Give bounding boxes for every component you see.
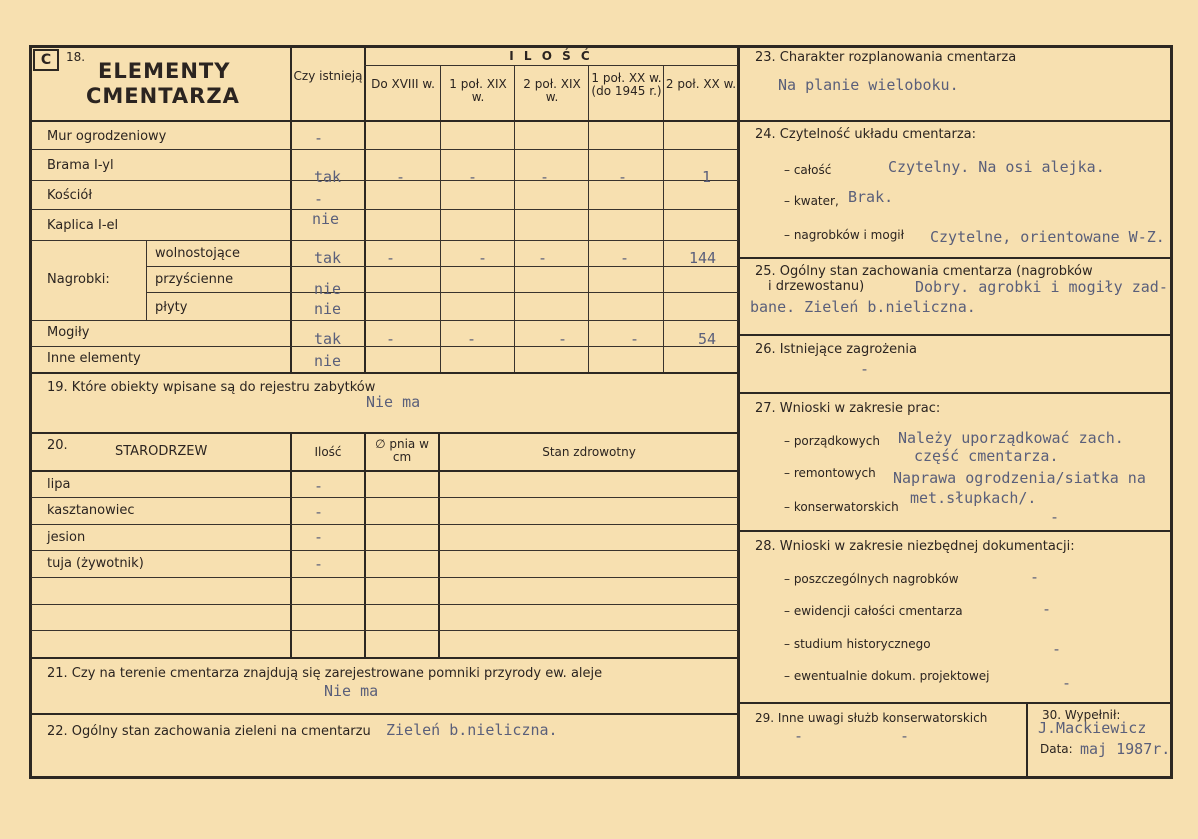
- section27-porz-value1: Należy uporządkować zach.: [898, 429, 1124, 447]
- section28-item3-value: -: [1052, 640, 1062, 658]
- section-line: [31, 657, 738, 659]
- row-line: [146, 292, 738, 293]
- section-line: [739, 702, 1171, 704]
- section30-divider: [1026, 702, 1028, 777]
- section23-label: 23. Charakter rozplanowania cmentarza: [755, 50, 1017, 65]
- section29-dash1: -: [794, 727, 804, 745]
- col-header-p3: 2 poł. XIX w.: [523, 77, 581, 104]
- col-divider-p2: [440, 65, 441, 372]
- tree-label-kasztanowiec: kasztanowiec: [47, 503, 135, 518]
- wolno-p4: -: [620, 249, 630, 267]
- s20-col-ilosc: [290, 432, 292, 657]
- col-divider-p4: [588, 65, 589, 372]
- tree-label-lipa: lipa: [47, 477, 71, 492]
- col-divider-nagrobki: [146, 241, 147, 320]
- section28-item3-label: – studium historycznego: [784, 637, 931, 651]
- section25-label2: i drzewostanu): [768, 279, 865, 294]
- section20-number: 20.: [47, 438, 68, 453]
- section24-nagrobkow-value: Czytelne, orientowane W-Z.: [930, 228, 1165, 246]
- row-label-brama: Brama I-yl: [47, 158, 114, 173]
- section30-date-value: maj 1987r.: [1080, 740, 1171, 758]
- row-label-kaplica: Kaplica I-el: [47, 218, 119, 233]
- section20-title: STARODRZEW: [115, 444, 208, 459]
- col-divider-p3: [514, 65, 515, 372]
- s20-row-line: [31, 577, 738, 578]
- brama-p1: -: [396, 168, 406, 186]
- section28-item4-value: -: [1062, 674, 1072, 692]
- exists-inne: nie: [314, 352, 342, 370]
- section24-label: 24. Czytelność układu cmentarza:: [755, 127, 977, 142]
- tree-value-kasztanowiec: -: [314, 503, 324, 521]
- brama-p4: -: [618, 168, 628, 186]
- s20-row-line: [31, 550, 738, 551]
- section27-label: 27. Wnioski w zakresie prac:: [755, 401, 941, 416]
- section28-item2-value: -: [1042, 600, 1052, 618]
- col-divider-p5: [663, 65, 664, 372]
- s20-row-line: [31, 604, 738, 605]
- wolno-p1: -: [386, 249, 396, 267]
- section-line: [31, 372, 738, 374]
- section26-value: -: [860, 360, 870, 378]
- section24-calosc-value: Czytelny. Na osi alejka.: [888, 158, 1105, 176]
- section28-item2-label: – ewidencji całości cmentarza: [784, 604, 963, 618]
- row-line: [31, 209, 738, 210]
- exists-przysc: nie: [314, 280, 342, 298]
- section30-name: J.Mackiewicz: [1038, 719, 1147, 737]
- section27-porz-label: – porządkowych: [784, 434, 880, 448]
- section-line: [739, 392, 1171, 394]
- col-header-ilosc: I L O Ś Ć: [509, 49, 593, 63]
- s20-col-header-stan: Stan zdrowotny: [542, 445, 636, 459]
- row-label-inne: Inne elementy: [47, 351, 141, 366]
- section25-value1: Dobry. agrobki i mogiły zad-: [915, 278, 1168, 296]
- row-label-mur: Mur ogrodzeniowy: [47, 129, 167, 144]
- section21-label: 21. Czy na terenie cmentarza znajdują się zarejestrowane pomniki przyrody ew. aleje: [47, 666, 603, 681]
- brama-p2: -: [468, 168, 478, 186]
- section24-kwater-label: – kwater,: [784, 194, 839, 208]
- section18-title: [86, 59, 240, 109]
- brama-p3: -: [540, 168, 550, 186]
- col-header-p1: Do XVIII w.: [371, 77, 435, 91]
- wolno-p3: -: [538, 249, 548, 267]
- section22-label: 22. Ogólny stan zachowania zieleni na cmentarzu: [47, 724, 371, 739]
- section-line: [739, 257, 1171, 259]
- section-line: [739, 120, 1171, 122]
- exists-brama: tak: [314, 168, 342, 186]
- section-line: [739, 530, 1171, 532]
- section28-item1-value: -: [1030, 568, 1040, 586]
- exists-kaplica: nie: [312, 210, 340, 228]
- row-label-plyty: płyty: [155, 300, 188, 315]
- section21-value: Nie ma: [324, 682, 379, 700]
- s20-col-header-ilosc: Ilość: [314, 445, 342, 459]
- section-line: [739, 334, 1171, 336]
- section29-dash2: -: [900, 727, 910, 745]
- section-line: [31, 432, 738, 434]
- section27-kons-dash: -: [1050, 508, 1060, 526]
- s20-row-line: [31, 524, 738, 525]
- col-header-exists: Czy istnieją: [293, 69, 363, 83]
- mogily-p4: -: [630, 330, 640, 348]
- section30-label: 30. Wypełnił:: [1042, 708, 1121, 722]
- section19-value: Nie ma: [366, 393, 421, 411]
- col-header-p2: 1 poł. XIX w.: [449, 77, 507, 104]
- section29-label: 29. Inne uwagi służb konserwatorskich: [755, 711, 988, 725]
- s20-col-phi: [364, 432, 366, 657]
- section24-calosc-label: – całość: [784, 163, 832, 177]
- section25-label1: 25. Ogólny stan zachowania cmentarza (nagrobków: [755, 264, 1093, 279]
- s20-header-line: [31, 470, 738, 472]
- section28-label: 28. Wnioski w zakresie niezbędnej dokumentacji:: [755, 539, 1075, 554]
- s20-row-line: [31, 630, 738, 631]
- row-label-przysc: przyścienne: [155, 272, 234, 287]
- section27-kons-value: met.słupkach/.: [910, 489, 1037, 507]
- section22-value: Zieleń b.nieliczna.: [386, 721, 558, 739]
- exists-kosciol: -: [314, 190, 324, 208]
- tree-label-jesion: jesion: [47, 530, 86, 545]
- tree-value-lipa: -: [314, 477, 324, 495]
- mogily-p2: -: [467, 330, 477, 348]
- section27-rem-value: Naprawa ogrodzenia/siatka na: [893, 469, 1146, 487]
- tree-value-tuja: -: [314, 555, 324, 573]
- tree-label-tuja: tuja (żywotnik): [47, 556, 144, 571]
- exists-mur: -: [314, 129, 324, 147]
- title-line1: ELEMENTY: [98, 59, 231, 83]
- section23-value: Na planie wieloboku.: [778, 76, 959, 94]
- section28-item1-label: – poszczególnych nagrobków: [784, 572, 959, 586]
- section19-label: 19. Które obiekty wpisane są do rejestru zabytków: [47, 380, 376, 395]
- row-label-nagrobki: Nagrobki:: [47, 272, 110, 287]
- section27-rem-label: – remontowych: [784, 466, 876, 480]
- wolno-p5: 144: [689, 249, 717, 267]
- mogily-p5: 54: [698, 330, 717, 348]
- header-bottom-line: [31, 120, 738, 122]
- col-header-p4: 1 poł. XX w. (do 1945 r.): [591, 71, 662, 98]
- mogily-p1: -: [386, 330, 396, 348]
- section24-nagrobkow-label: – nagrobków i mogił: [784, 228, 905, 242]
- section26-label: 26. Istniejące zagrożenia: [755, 342, 917, 357]
- title-line2: CMENTARZA: [86, 84, 240, 108]
- s20-col-stan: [438, 432, 440, 657]
- section18-number: 18.: [66, 50, 86, 64]
- corner-letter-box: C: [33, 49, 59, 71]
- wolno-p2: -: [478, 249, 488, 267]
- section30-date-label: Data:: [1040, 742, 1073, 756]
- ilosc-underline: [364, 65, 738, 66]
- section27-kons-label: – konserwatorskich: [784, 500, 899, 514]
- exists-wolno: tak: [314, 249, 342, 267]
- section24-kwater-value: Brak.: [848, 188, 894, 206]
- row-label-mogily: Mogiły: [47, 325, 90, 340]
- section28-item4-label: – ewentualnie dokum. projektowej: [784, 669, 990, 683]
- row-line: [31, 240, 738, 241]
- brama-p5: 1: [702, 168, 712, 186]
- mogily-p3: -: [558, 330, 568, 348]
- row-line: [31, 320, 738, 321]
- row-line: [31, 149, 738, 150]
- tree-value-jesion: -: [314, 528, 324, 546]
- col-header-p5: 2 poł. XX w.: [665, 77, 737, 91]
- row-label-kosciol: Kościół: [47, 188, 93, 203]
- exists-mogily: tak: [314, 330, 342, 348]
- row-label-wolno: wolnostojące: [155, 246, 240, 261]
- s20-col-header-phi: ∅ pnia w cm: [375, 437, 429, 464]
- row-line: [31, 180, 738, 181]
- section27-porz-value2: część cmentarza.: [914, 447, 1059, 465]
- section-line: [31, 713, 738, 715]
- s20-row-line: [31, 497, 738, 498]
- section25-value2: bane. Zieleń b.nieliczna.: [750, 298, 976, 316]
- exists-plyty: nie: [314, 300, 342, 318]
- row-line: [146, 266, 738, 267]
